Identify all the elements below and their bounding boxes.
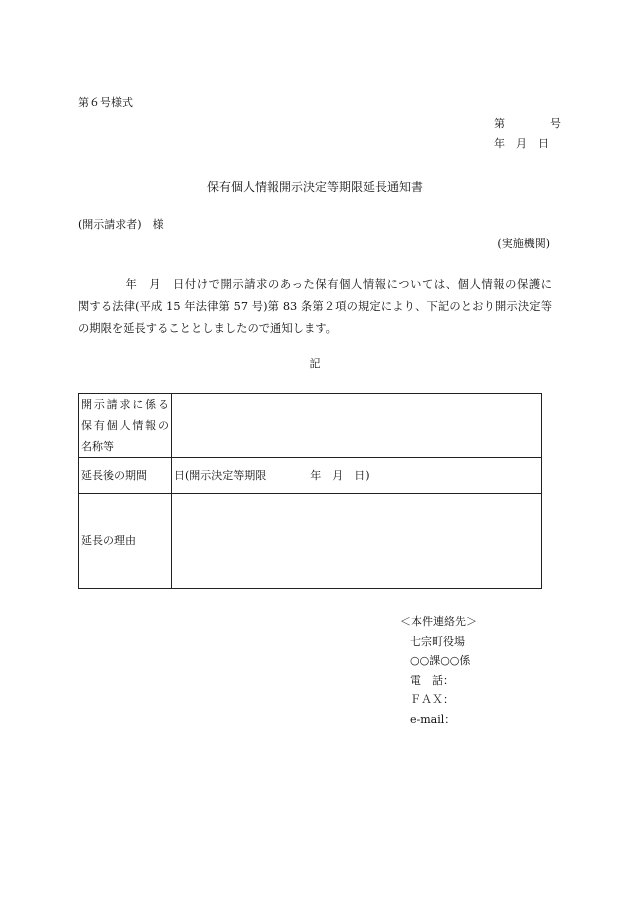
extension-reason-value bbox=[172, 494, 542, 589]
document-number-line bbox=[494, 117, 561, 130]
contact-heading: ＜本件連絡先＞ bbox=[400, 615, 477, 628]
number-prefix: 第 bbox=[494, 117, 505, 130]
date-year: 年 bbox=[494, 137, 505, 150]
contact-fax: ＦＡＸ： bbox=[410, 693, 454, 706]
body-line: の期限を延長することとしましたので通知します。 bbox=[78, 322, 337, 335]
contact-block bbox=[400, 612, 477, 729]
number-suffix: 号 bbox=[550, 117, 561, 130]
contact-section: ○○課○○係 bbox=[410, 654, 471, 667]
date-day: 日 bbox=[538, 137, 549, 150]
label-line: 保有個人情報の bbox=[81, 419, 169, 432]
table-row bbox=[79, 458, 542, 494]
contact-office: 七宗町役場 bbox=[410, 634, 465, 648]
form-number: 第６号様式 bbox=[78, 96, 133, 109]
extended-period-value: 日(開示決定等期限 年 月 日) bbox=[172, 458, 542, 494]
ki-heading: 記 bbox=[309, 357, 321, 370]
info-name-label bbox=[79, 394, 172, 458]
body-line: 年 月 日付けで開示請求のあった保有個人情報については、個人情報の保護に bbox=[78, 278, 552, 291]
table-row bbox=[79, 394, 542, 458]
info-name-value bbox=[172, 394, 542, 458]
label-line: 名称等 bbox=[81, 440, 114, 453]
requester-addressee: (開示請求者) 様 bbox=[78, 218, 164, 231]
document-title: 保有個人情報開示決定等期限延長通知書 bbox=[206, 180, 423, 194]
details-table bbox=[78, 393, 542, 589]
implementing-agency: (実施機関) bbox=[497, 237, 550, 250]
date-month: 月 bbox=[516, 137, 527, 150]
document-date-line bbox=[494, 137, 549, 150]
contact-phone: 電 話： bbox=[410, 673, 454, 687]
body-line: 関する法律(平成 15 年法律第 57 号)第 83 条第２項の規定により、下記のとおり開示決定等 bbox=[78, 300, 552, 313]
extension-reason-label: 延長の理由 bbox=[79, 494, 172, 589]
notice-body bbox=[78, 274, 552, 340]
contact-email: e-mail： bbox=[410, 712, 456, 726]
table-row bbox=[79, 494, 542, 589]
extended-period-label: 延長後の期間 bbox=[79, 458, 172, 494]
label-line: 開示請求に係る bbox=[81, 398, 169, 411]
